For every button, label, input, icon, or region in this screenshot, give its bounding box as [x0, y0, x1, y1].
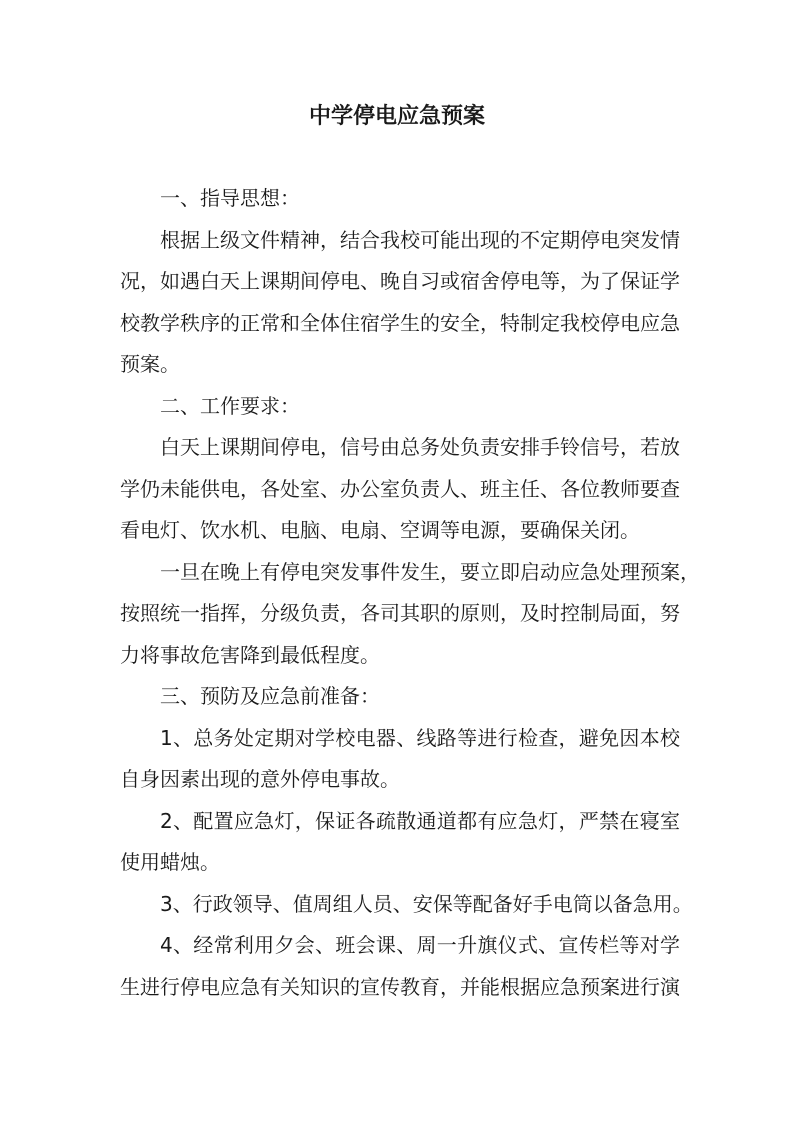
- text-line: 看电灯、饮水机、电脑、电扇、空调等电源，要确保关闭。: [120, 518, 640, 542]
- text-line: 校教学秩序的正常和全体住宿学生的安全，特制定我校停电应急: [120, 310, 680, 335]
- text-line: 使用蜡烛。: [120, 850, 220, 874]
- text-line: 白天上课期间停电，信号由总务处负责安排手铃信号，若放: [160, 435, 680, 459]
- paragraph: [120, 427, 680, 552]
- text-line: 根据上级文件精神，结合我校可能出现的不定期停电突发情: [160, 227, 680, 252]
- paragraph: [120, 801, 680, 884]
- paragraph: [120, 884, 693, 926]
- text-line: 3、行政领导、值周组人员、安保等配备好手电筒以备急用。: [160, 891, 693, 916]
- document-title: 中学停电应急预案: [308, 104, 485, 129]
- text-line: 况，如遇白天上课期间停电、晚自习或宿舍停电等，为了保证学: [120, 269, 680, 293]
- text-line: 自身因素出现的意外停电事故。: [120, 767, 400, 791]
- paragraph: [120, 552, 700, 677]
- paragraph: [120, 220, 680, 386]
- paragraph: [120, 718, 680, 801]
- text-line: 2、配置应急灯，保证各疏散通道都有应急灯，严禁在寝室: [160, 808, 680, 833]
- document-body: [120, 178, 700, 1008]
- paragraph: [120, 925, 680, 1008]
- text-line: 学仍未能供电，各处室、办公室负责人、班主任、各位教师要查: [120, 476, 680, 501]
- text-line: 一、指导思想：: [160, 186, 300, 210]
- paragraph: [120, 386, 680, 428]
- text-line: 生进行停电应急有关知识的宣传教育，并能根据应急预案进行演: [120, 974, 680, 999]
- paragraph: [120, 676, 680, 718]
- text-line: 4、经常利用夕会、班会课、周一升旗仪式、宣传栏等对学: [160, 933, 680, 957]
- text-line: 预案。: [120, 352, 180, 376]
- text-line: 1、总务处定期对学校电器、线路等进行检查，避免因本校: [160, 725, 680, 750]
- text-line: 三、预防及应急前准备：: [160, 684, 380, 708]
- text-line: 按照统一指挥，分级负责，各司其职的原则，及时控制局面，努: [120, 601, 680, 625]
- text-line: 一旦在晚上有停电突发事件发生，要立即启动应急处理预案，: [160, 559, 700, 584]
- paragraph: [120, 178, 680, 220]
- text-line: 二、工作要求：: [160, 393, 300, 418]
- text-line: 力将事故危害降到最低程度。: [120, 642, 380, 667]
